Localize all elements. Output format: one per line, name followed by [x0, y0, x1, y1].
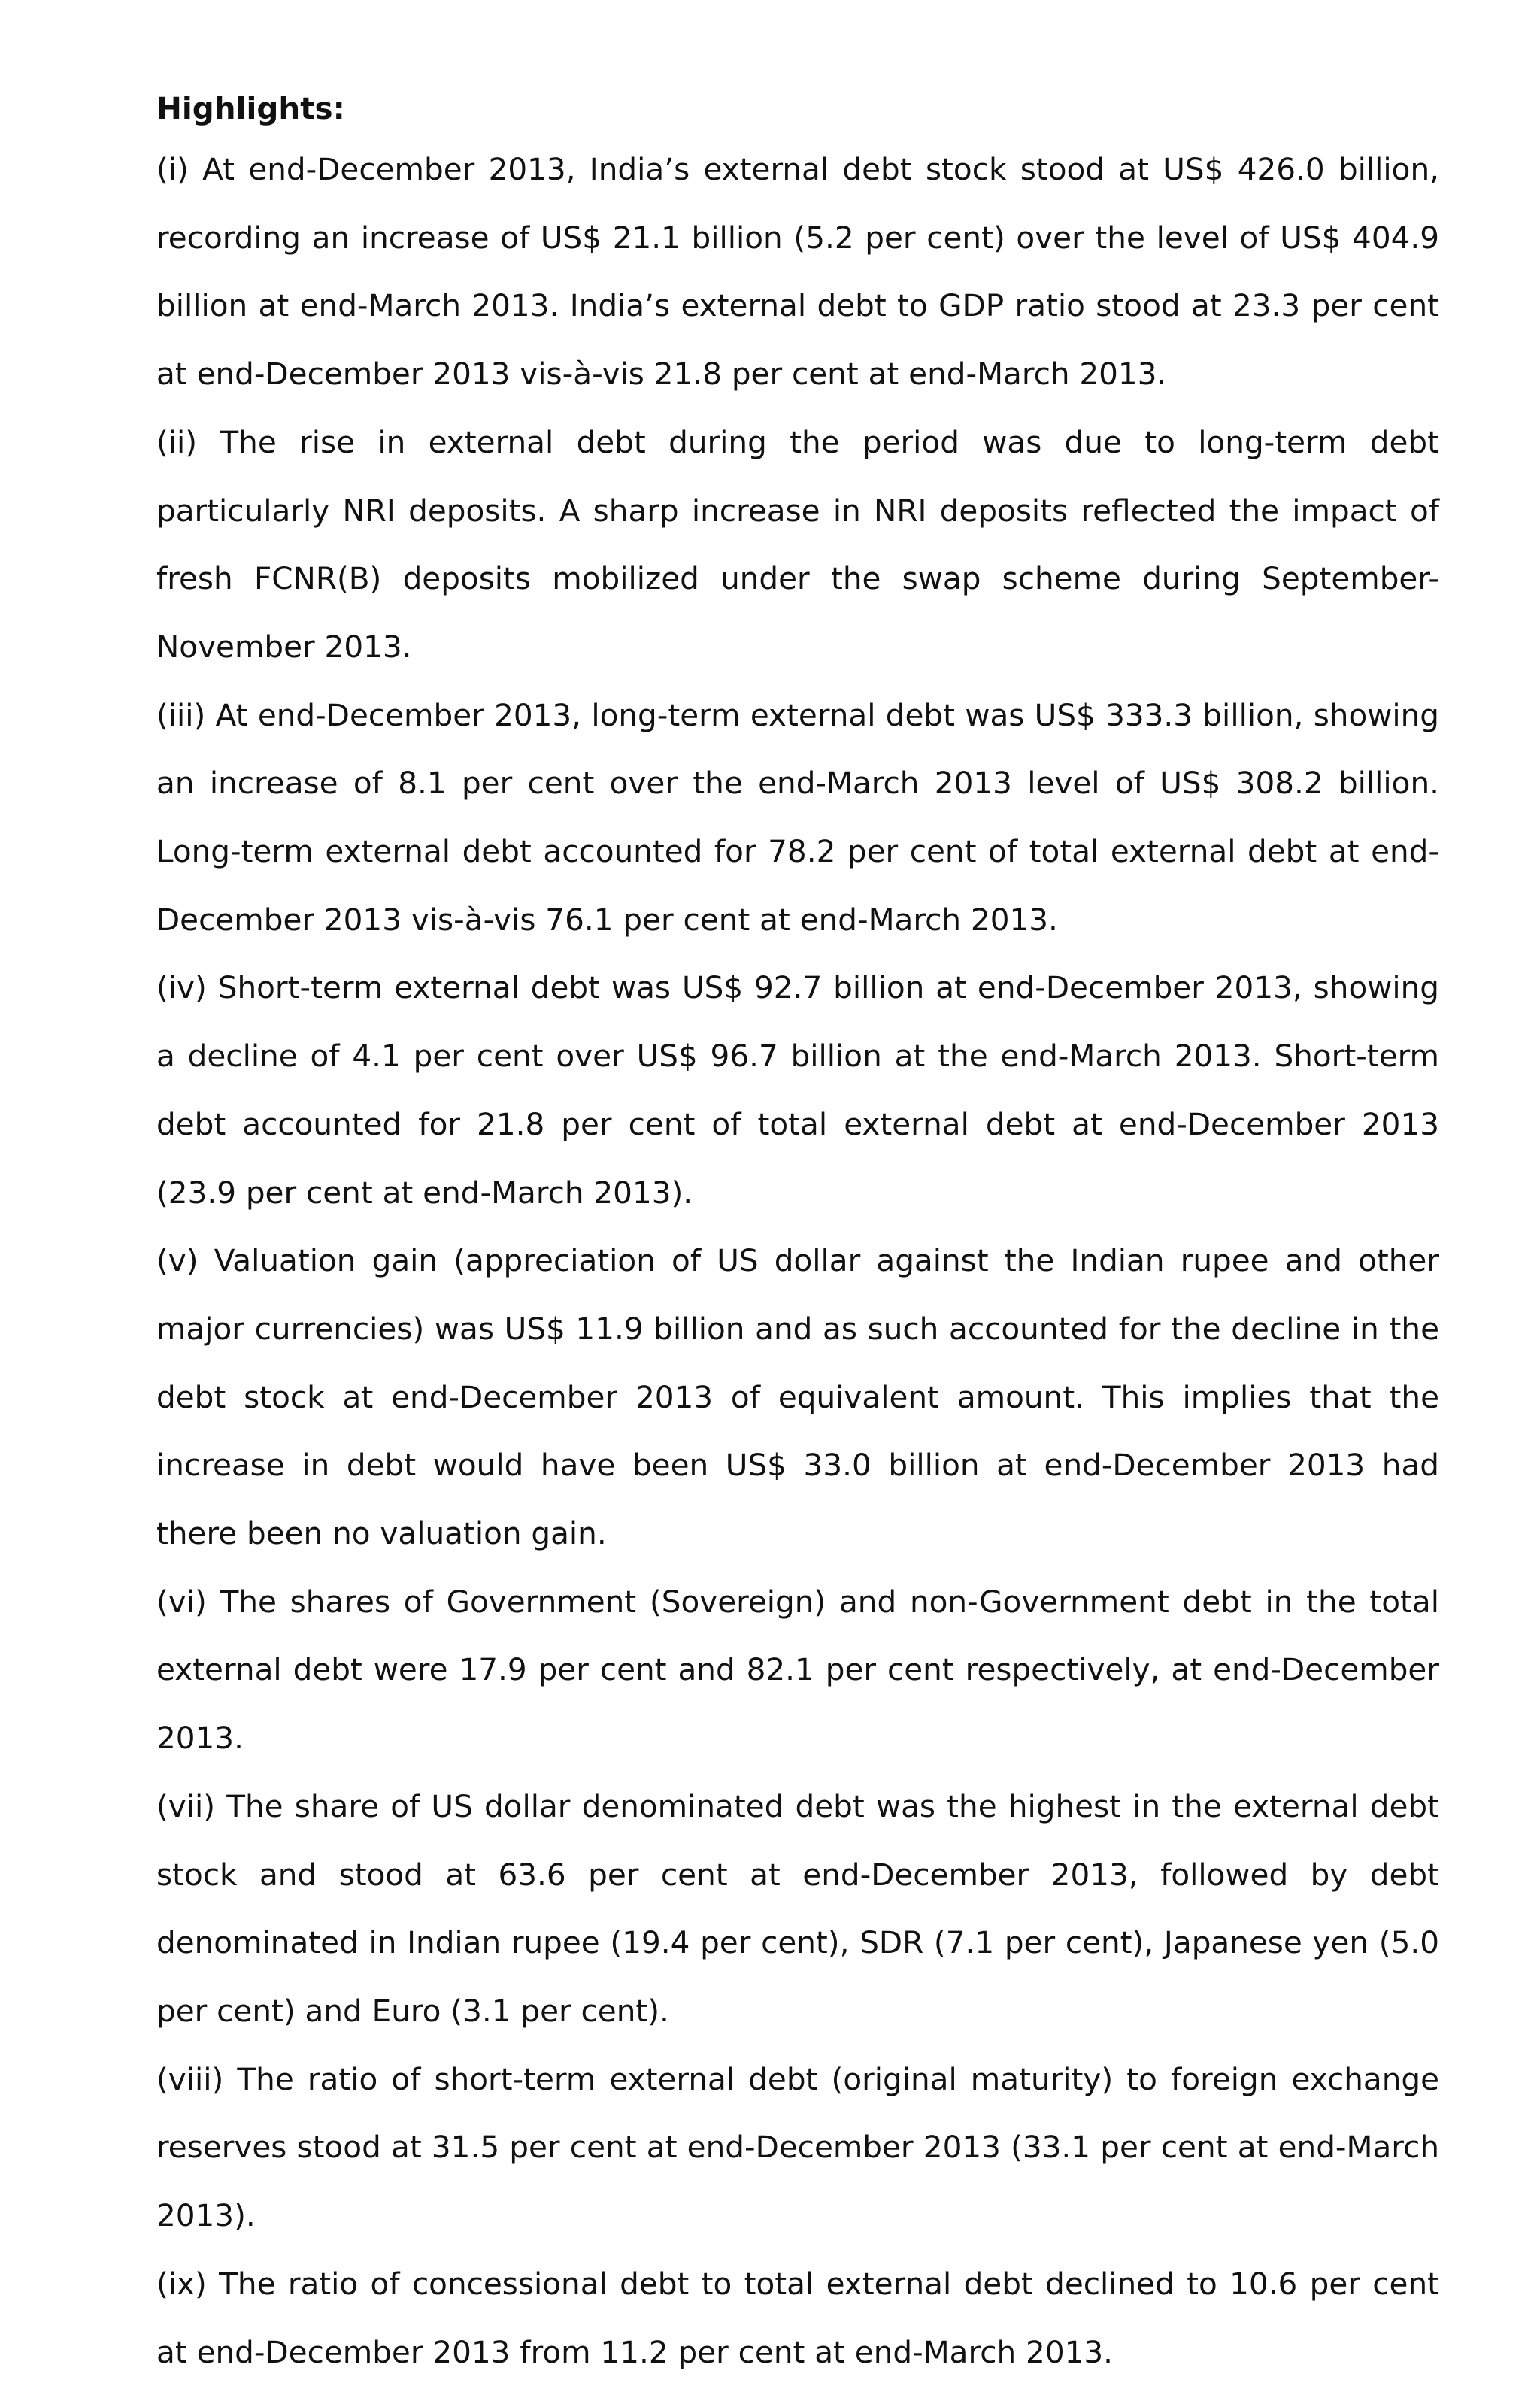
highlight-item-viii: (viii) The ratio of short-term external debt (original maturity) to foreign exchange reserves stood at 31.5 per cent at end-December 2013 (33.1 per cent at end-March 2013).: [156, 2060, 1439, 2234]
highlight-item-iii: (iii) At end-December 2013, long-term external debt was US$ 333.3 billion, showing an increase of 8.1 per cent over the end-March 2013 level of US$ 308.2 billion. Long-term external debt accounted for 78.2 per cent of total external debt at end-December 2013 vis-à-vis 76.1 per cent at end-March 2013.: [156, 696, 1439, 938]
highlight-item-vii: (vii) The share of US dollar denominated debt was the highest in the external debt stock and stood at 63.6 per cent at end-December 2013, followed by debt denominated in Indian rupee (19.4 per cent), SDR (7.1 per cent), Japanese yen (5.0 per cent) and Euro (3.1 per cent).: [156, 1787, 1439, 2029]
highlight-item-ii: (ii) The rise in external debt during the period was due to long-term debt particularly NRI deposits. A sharp increase in NRI deposits reflected the impact of fresh FCNR(B) deposits mobilized under the swap scheme during September-November 2013.: [156, 423, 1439, 665]
highlight-item-v: (v) Valuation gain (appreciation of US dollar against the Indian rupee and other major currencies) was US$ 11.9 billion and as such accounted for the decline in the debt stock at end-December 2013 of equivalent amount. This implies that the increase in debt would have been US$ 33.0 billion at end-December 2013 had there been no valuation gain.: [156, 1242, 1439, 1552]
highlight-item-iv: (iv) Short-term external debt was US$ 92.7 billion at end-December 2013, showing a decline of 4.1 per cent over US$ 96.7 billion at the end-March 2013. Short-term debt accounted for 21.8 per cent of total external debt at end-December 2013 (23.9 per cent at end-March 2013).: [156, 969, 1439, 1211]
document-page: [156, 81, 1439, 2386]
highlight-item-i: (i) At end-December 2013, India’s external debt stock stood at US$ 426.0 billion, recording an increase of US$ 21.1 billion (5.2 per cent) over the level of US$ 404.9 billion at end-March 2013. India’s external debt to GDP ratio stood at 23.3 per cent at end-December 2013 vis-à-vis 21.8 per cent at end-March 2013.: [156, 151, 1439, 393]
highlights-heading: Highlights:: [156, 90, 345, 126]
highlight-item-ix: (ix) The ratio of concessional debt to total external debt declined to 10.6 per cent at end-December 2013 from 11.2 per cent at end-March 2013.: [156, 2265, 1439, 2370]
highlight-item-vi: (vi) The shares of Government (Sovereign) and non-Government debt in the total external debt were 17.9 per cent and 82.1 per cent respectively, at end-December 2013.: [156, 1583, 1439, 1757]
